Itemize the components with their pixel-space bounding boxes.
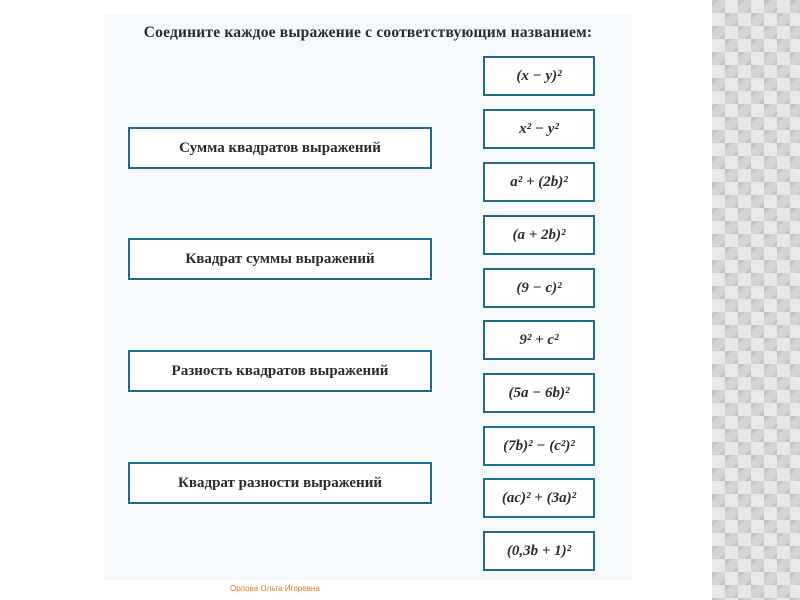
author-footer: Орлова Ольга Игоревна <box>230 584 320 593</box>
expression-box-10[interactable]: (0,3b + 1)² <box>483 531 595 571</box>
expression-box-9[interactable]: (ac)² + (3a)² <box>483 478 595 518</box>
name-box-difference-of-squares[interactable]: Разность квадратов выражений <box>128 350 432 392</box>
expression-box-6[interactable]: 9² + c² <box>483 320 595 360</box>
expression-box-7[interactable]: (5a − 6b)² <box>483 373 595 413</box>
exercise-panel <box>104 14 632 580</box>
expression-box-4[interactable]: (a + 2b)² <box>483 215 595 255</box>
name-box-sum-of-squares[interactable]: Сумма квадратов выражений <box>128 127 432 169</box>
name-box-square-of-difference[interactable]: Квадрат разности выражений <box>128 462 432 504</box>
name-box-square-of-sum[interactable]: Квадрат суммы выражений <box>128 238 432 280</box>
decorative-pattern-strip <box>712 0 800 600</box>
expression-box-8[interactable]: (7b)² − (c²)² <box>483 426 595 466</box>
expression-box-3[interactable]: a² + (2b)² <box>483 162 595 202</box>
expression-box-2[interactable]: x² − y² <box>483 109 595 149</box>
expression-box-1[interactable]: (x − y)² <box>483 56 595 96</box>
expression-box-5[interactable]: (9 − c)² <box>483 268 595 308</box>
instruction-text: Соедините каждое выражение с соответствующим названием: <box>143 24 593 41</box>
